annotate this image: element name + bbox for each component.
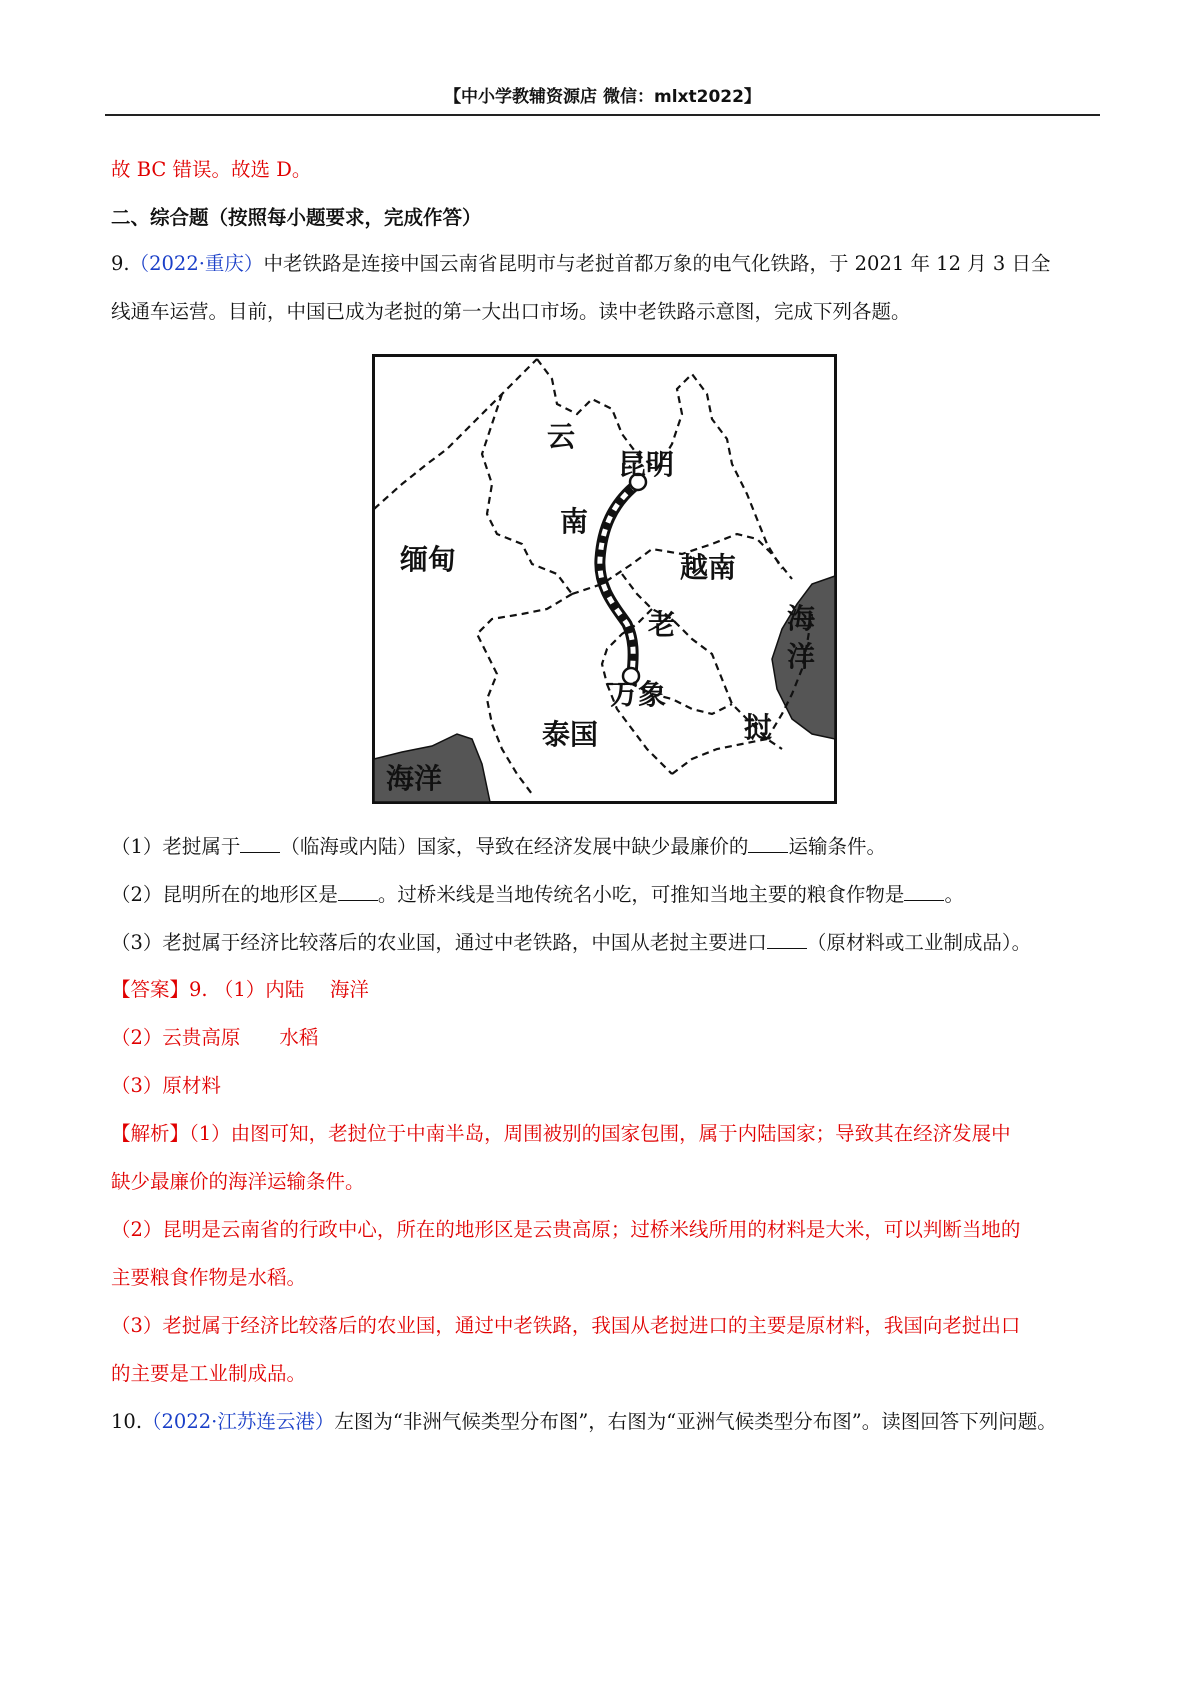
map-label-nan: 南 (560, 505, 589, 538)
map-label-vietnam: 越南 (680, 551, 737, 584)
analysis-text-1a: （1）由图可知，老挝位于中南半岛，周围被别的国家包围，属于内陆国家；导致其在经济发展中 (189, 1122, 1011, 1145)
q9-sub1-text-a: （1）老挝属于 (111, 835, 241, 858)
q9-analysis-3b: 的主要是工业制成品。 (111, 1362, 307, 1385)
q9-sub1 (111, 832, 1101, 861)
map-label-yun: 云 (547, 420, 576, 453)
q9-stem-line1 (111, 250, 1101, 278)
q9-stem-text1: 中老铁路是连接中国云南省昆明市与老挝首都万象的电气化铁路，于 2021 年 12 月 3 日全 (263, 252, 1051, 275)
answer-label: 【答案】 (111, 978, 190, 1001)
map-label-thailand: 泰国 (542, 718, 599, 751)
q9-answer-line1 (111, 976, 1101, 1004)
page-header: 【中小学教辅资源店 微信：mlxt2022】 (444, 87, 761, 107)
q9-stem-line2: 线通车运营。目前，中国已成为老挝的第一大出口市场。读中老铁路示意图，完成下列各题。 (111, 300, 911, 323)
q9-sub1-text-b: （临海或内陆）国家，导致在经济发展中缺少最廉价的 (280, 835, 749, 858)
analysis-label: 【解析】 (111, 1122, 190, 1145)
q9-sub2-text-c: 。 (944, 883, 964, 906)
map-label-ocean-left: 海洋 (386, 762, 443, 795)
section-title: 二、综合题（按照每小题要求，完成作答） (111, 206, 482, 229)
map-label-lao: 老 (648, 608, 677, 641)
q9-sub1-text-c: 运输条件。 (788, 835, 886, 858)
q10-stem (111, 1408, 1101, 1436)
q9-analysis-1b: 缺少最廉价的海洋运输条件。 (111, 1170, 365, 1193)
q9-sub3 (111, 928, 1101, 957)
q9-sub3-text-a: （3）老挝属于经济比较落后的农业国，通过中老铁路，中国从老挝主要进口 (111, 931, 767, 954)
q9-number: 9. (111, 252, 130, 275)
q9-sub2-blank-2 (904, 880, 944, 901)
q9-analysis-2a: （2）昆明是云南省的行政中心，所在的地形区是云贵高原；过桥米线所用的材料是大米，可以判断当地的 (111, 1218, 1021, 1241)
map-label-ocean-right-1: 海 (787, 602, 816, 635)
china-laos-railway-map (372, 354, 837, 804)
q9-answer-line3: （3）原材料 (111, 1074, 221, 1097)
q9-sub2-blank-1 (338, 880, 378, 901)
q9-analysis-3a: （3）老挝属于经济比较落后的农业国，通过中老铁路，我国从老挝进口的主要是原材料，我国向老挝出口 (111, 1314, 1021, 1337)
q9-sub3-text-b: （原材料或工业制成品）。 (806, 931, 1032, 954)
q10-source: （2022·江苏连云港） (142, 1410, 335, 1433)
q10-number: 10. (111, 1410, 143, 1433)
map-label-kunming: 昆明 (618, 448, 675, 481)
map-label-ocean-right-2: 洋 (787, 640, 816, 673)
q9-sub2-text-b: 。过桥米线是当地传统名小吃，可推知当地主要的粮食作物是 (377, 883, 905, 906)
answer-text-1: 9. （1）内陆 海洋 (189, 978, 369, 1001)
q9-sub1-blank-2 (748, 832, 788, 853)
q10-stem-text: 左图为“非洲气候类型分布图”，右图为“亚洲气候类型分布图”。读图回答下列问题。 (334, 1410, 1057, 1433)
header-rule (105, 114, 1100, 116)
q9-analysis-1a (111, 1120, 1101, 1148)
previous-answer-conclusion: 故 BC 错误。故选 D。 (111, 158, 312, 181)
q9-analysis-2b: 主要粮食作物是水稻。 (111, 1266, 307, 1289)
q9-sub2 (111, 880, 1101, 909)
q9-sub3-blank-1 (767, 928, 807, 949)
q9-sub2-text-a: （2）昆明所在的地形区是 (111, 883, 338, 906)
map-label-vientiane: 万象 (610, 678, 667, 711)
q9-sub1-blank-1 (240, 832, 280, 853)
q9-source: （2022·重庆） (129, 252, 264, 275)
map-label-wo: 挝 (744, 711, 773, 744)
map-label-myanmar: 缅甸 (400, 543, 457, 576)
q9-answer-line2: （2）云贵高原 水稻 (111, 1026, 319, 1049)
